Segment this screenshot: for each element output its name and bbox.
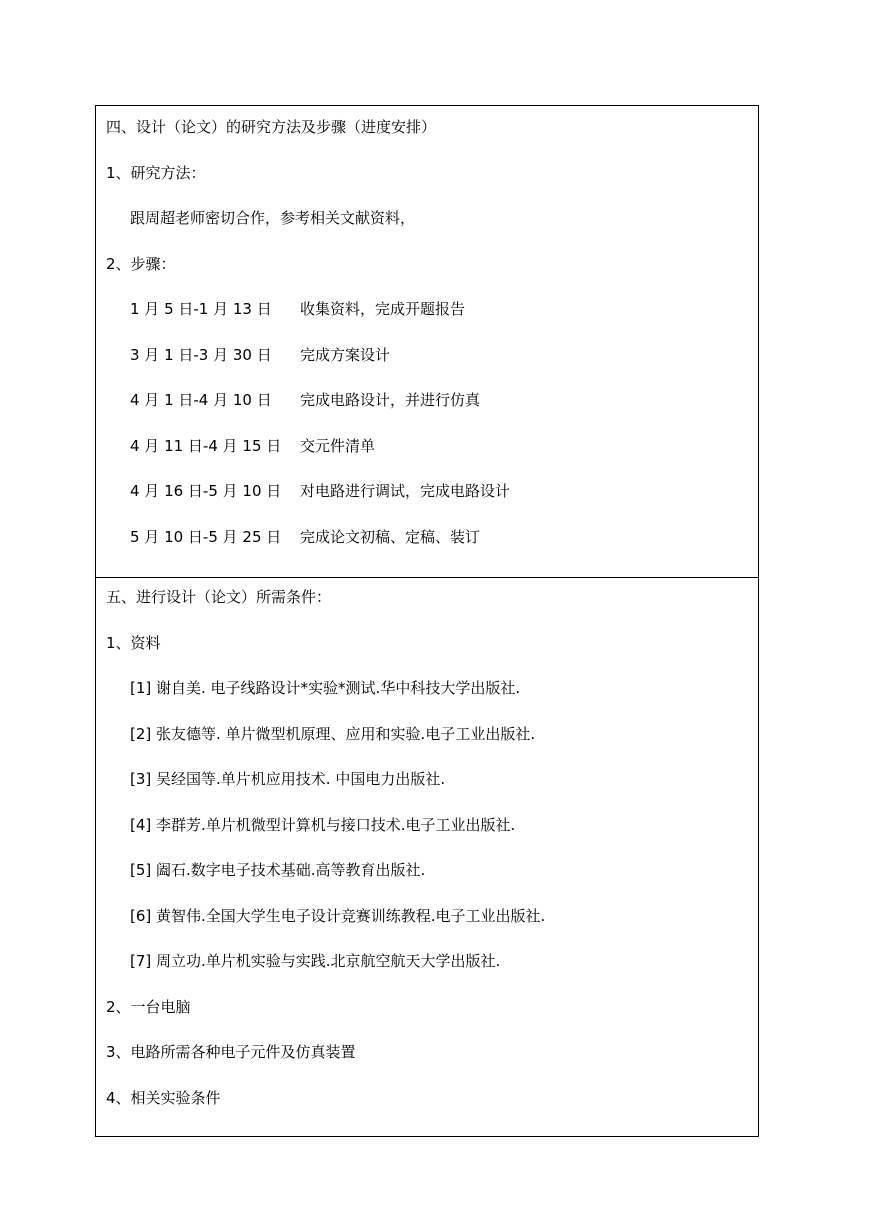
section-5-cell	[96, 577, 758, 1136]
schedule-date: 1 月 5 日-1 月 13 日	[130, 300, 272, 318]
schedule-task: 交元件清单	[300, 436, 376, 455]
schedule-row	[106, 435, 748, 481]
schedule-row	[106, 298, 748, 344]
section-4-heading: 四、设计（论文）的研究方法及步骤（进度安排）	[106, 118, 437, 136]
reference-item: [7] 周立功.单片机实验与实践.北京航空航天大学出版社.	[130, 952, 501, 970]
schedule-date: 4 月 1 日-4 月 10 日	[130, 391, 272, 409]
document-table	[95, 105, 759, 1137]
schedule-date: 5 月 10 日-5 月 25 日	[130, 527, 282, 546]
reference-item: [6] 黄智伟.全国大学生电子设计竞赛训练教程.电子工业出版社.	[130, 906, 546, 925]
schedule-row	[106, 344, 748, 390]
schedule-row	[106, 526, 748, 572]
schedule-task: 完成方案设计	[300, 345, 391, 364]
section-5-heading: 五、进行设计（论文）所需条件：	[106, 588, 332, 606]
reference-item: [5] 阖石.数字电子技术基础.高等教育出版社.	[130, 861, 426, 879]
reference-item: [2] 张友德等. 单片微型机原理、应用和实验.电子工业出版社.	[130, 724, 536, 743]
schedule-date: 4 月 16 日-5 月 10 日	[130, 482, 282, 500]
schedule-task: 完成电路设计，并进行仿真	[300, 391, 481, 409]
reference-item: [3] 吴经国等.单片机应用技术. 中国电力出版社.	[130, 770, 446, 788]
schedule-task: 对电路进行调试，完成电路设计	[300, 482, 511, 500]
condition-lab: 4、相关实验条件	[106, 1088, 221, 1107]
schedule-task: 收集资料，完成开题报告	[300, 300, 466, 318]
reference-item: [1] 谢自美. 电子线路设计*实验*测试.华中科技大学出版社.	[130, 679, 521, 697]
schedule-task: 完成论文初稿、定稿、装订	[300, 527, 481, 546]
steps-heading: 2、步骤：	[106, 254, 176, 273]
section-4-cell	[96, 106, 758, 577]
schedule-date: 4 月 11 日-4 月 15 日	[130, 436, 282, 455]
materials-heading: 1、资料	[106, 633, 161, 652]
condition-components: 3、电路所需各种电子元件及仿真装置	[106, 1043, 356, 1061]
schedule-date: 3 月 1 日-3 月 30 日	[130, 345, 272, 364]
schedule-row	[106, 480, 748, 526]
research-method-text: 跟周超老师密切合作，参考相关文献资料，	[130, 209, 416, 227]
research-method-heading: 1、研究方法：	[106, 163, 206, 182]
reference-item: [4] 李群芳.单片机微型计算机与接口技术.电子工业出版社.	[130, 815, 516, 834]
schedule-row	[106, 389, 748, 435]
condition-computer: 2、一台电脑	[106, 997, 191, 1016]
